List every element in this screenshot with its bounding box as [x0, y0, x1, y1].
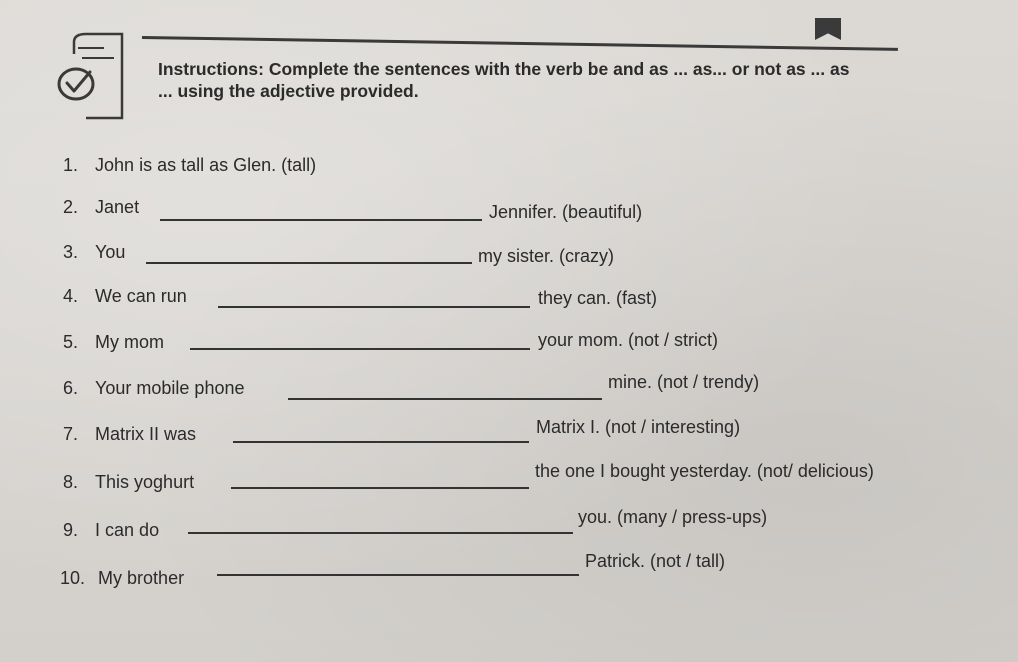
- instructions-text: Complete the sentences with the verb be and as ... as... or not as ... as: [263, 59, 850, 79]
- exercise-number: 2.: [63, 197, 79, 217]
- answer-blank-7[interactable]: [233, 441, 529, 443]
- instructions-line2: ... using the adjective provided.: [158, 81, 419, 101]
- exercise-10-subject: [60, 568, 184, 589]
- exercise-3-subject: [63, 242, 125, 263]
- exercise-5-subject: [63, 332, 164, 353]
- exercise-4-rest: they can. (fast): [538, 288, 658, 308]
- exercise-2-rest: Jennifer. (beautiful): [489, 202, 643, 222]
- exercise-8-rest: the one I bought yesterday. (not/ delicious): [535, 461, 874, 481]
- exercise-number: 8.: [63, 472, 79, 492]
- exercise-number: 10.: [60, 568, 86, 588]
- exercise-number: 9.: [63, 520, 79, 540]
- exercise-subject: We can run: [95, 286, 187, 306]
- exercise-9-subject: [63, 520, 159, 541]
- instructions: [158, 58, 918, 102]
- exercise-subject: Janet: [95, 197, 140, 217]
- exercise-6-subject: [63, 378, 244, 399]
- exercise-subject: This yoghurt: [95, 472, 195, 492]
- exercise-subject: You: [95, 242, 126, 262]
- answer-blank-3[interactable]: [146, 262, 472, 264]
- exercise-8-subject: [63, 472, 194, 493]
- exercise-text: John is as tall as Glen. (tall): [95, 155, 317, 175]
- answer-blank-6[interactable]: [288, 398, 602, 400]
- exercise-number: 5.: [63, 332, 79, 352]
- answer-blank-8[interactable]: [231, 487, 529, 489]
- exercise-10-rest: Patrick. (not / tall): [585, 551, 726, 571]
- exercise-number: 1.: [63, 155, 79, 175]
- answer-blank-4[interactable]: [218, 306, 530, 308]
- exercise-subject: I can do: [95, 520, 160, 540]
- exercise-number: 7.: [63, 424, 79, 444]
- exercise-subject: My mom: [95, 332, 165, 352]
- exercise-number: 4.: [63, 286, 79, 306]
- exercise-subject: Matrix II was: [95, 424, 197, 444]
- exercise-2-subject: [63, 197, 139, 218]
- exercise-subject: Your mobile phone: [95, 378, 245, 398]
- bookmark-icon: [815, 18, 841, 40]
- instructions-label: Instructions:: [158, 59, 264, 79]
- exercise-6-rest: mine. (not / trendy): [608, 372, 760, 392]
- exercise-1: [63, 155, 316, 176]
- answer-blank-9[interactable]: [188, 532, 573, 534]
- exercise-number: 6.: [63, 378, 79, 398]
- exercise-4-subject: [63, 286, 187, 307]
- answer-blank-5[interactable]: [190, 348, 530, 350]
- answer-blank-2[interactable]: [160, 219, 482, 221]
- exercise-7-rest: Matrix I. (not / interesting): [536, 417, 741, 437]
- answer-blank-10[interactable]: [217, 574, 579, 576]
- exercise-9-rest: you. (many / press-ups): [578, 507, 768, 527]
- exercise-3-rest: my sister. (crazy): [478, 246, 615, 266]
- header-rule: [142, 36, 898, 51]
- exercise-5-rest: your mom. (not / strict): [538, 330, 719, 350]
- exercise-subject: My brother: [98, 568, 185, 588]
- exercise-7-subject: [63, 424, 196, 445]
- document-check-icon: [56, 28, 136, 124]
- exercise-number: 3.: [63, 242, 79, 262]
